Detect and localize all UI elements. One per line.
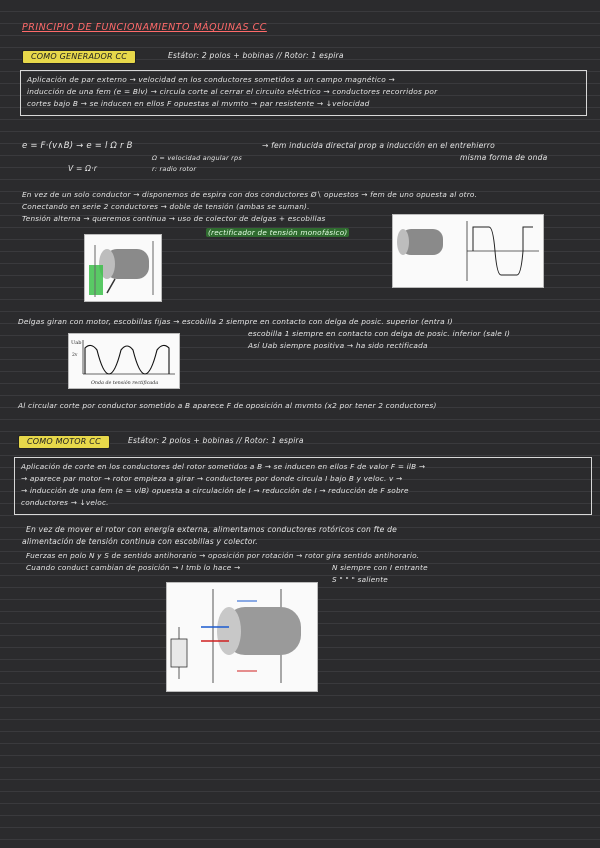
- motor-box-line: → aparece par motor → rotor empieza a girar → conductores por donde circula I bajo B y veloc. v →: [21, 474, 403, 483]
- wave-ylabel: Uab: [71, 340, 82, 346]
- wave-y2: 2v: [72, 353, 78, 358]
- page-title: PRINCIPIO DE FUNCIONAMIENTO MÁQUINAS CC: [22, 22, 267, 33]
- motor-box-line: Aplicación de corte en los conductores del rotor sometidos a B → se inducen en ellos F de valor F = ilB →: [21, 462, 426, 471]
- generator-box-line: Aplicación de par externo → velocidad en los conductores sometidos a un campo magnético →: [27, 75, 395, 84]
- delgas-line: Así Uab siempre positiva → ha sido rectificada: [248, 341, 428, 350]
- delgas-line: Delgas giran con motor, escobillas fijas → escobilla 2 siempre en contacto con delga de posic. superior (entra I): [18, 317, 453, 326]
- generator-box: [20, 70, 587, 116]
- generator-para-line: Tensión alterna → queremos continua → uso de colector de delgas + escobillas: [22, 214, 326, 223]
- rectified-wave-figure: [68, 333, 180, 389]
- fem-note: → fem inducida directal prop a inducción en el entrehierro: [262, 141, 495, 150]
- rectifier-label: [206, 227, 349, 239]
- force-line: Al circular corte por conductor sometido a B aparece F de oposición al mvmto (x2 por tener 2 conductores): [18, 401, 437, 410]
- generator-label: COMO GENERADOR CC: [22, 50, 136, 64]
- generator-box-line: cortes bajo B → se inducen en ellos F opuestas al mvmto → par resistente → ↓velocidad: [27, 99, 370, 108]
- fem-formula: e = F·(v∧B) → e = l Ω r B: [22, 141, 133, 151]
- motor-para-line: Fuerzas en polo N y S de sentido antihorario → oposición por rotación → rotor gira sentido antihorario.: [26, 551, 420, 560]
- velocity-note: V = Ω·r: [68, 164, 98, 173]
- generator-box-line: inducción de una fem (e = Blv) → circula corte al cerrar el circuito eléctrico → conductores recorridos por: [27, 87, 438, 96]
- pole-n-line: N siempre con I entrante: [332, 563, 428, 572]
- motor-figure: [166, 582, 318, 692]
- generator-rotor-figure: [84, 234, 162, 302]
- rectifier-highlight: (rectificador de tensión monofásico): [208, 228, 348, 237]
- radius-note: r: radio rotor: [152, 165, 197, 173]
- fem-note-2: misma forma de onda: [460, 153, 548, 162]
- wave-caption: Onda de tensión rectificada: [91, 381, 159, 386]
- motor-box-line: conductores → ↓veloc.: [21, 498, 109, 507]
- generator-para-line: En vez de un solo conductor → disponemos de espira con dos conductores Ø∖ opuestos → fem de uno opuesta al otro.: [22, 190, 478, 199]
- pole-s-line: S " " " saliente: [332, 575, 388, 584]
- motor-label: COMO MOTOR CC: [18, 435, 110, 449]
- omega-note: Ω = velocidad angular rps: [152, 154, 242, 162]
- motor-para-line: alimentación de tensión continua con escobillas y colector.: [22, 537, 258, 546]
- generator-stator-rotor: Estátor: 2 polos + bobinas // Rotor: 1 espira: [168, 51, 344, 60]
- motor-box-line: → inducción de una fem (e = vlB) opuesta a circulación de I → reducción de I → reducción de F sobre: [21, 486, 409, 495]
- motor-stator-rotor: Estátor: 2 polos + bobinas // Rotor: 1 espira: [128, 436, 304, 445]
- generator-para-line: Conectando en serie 2 conductores → doble de tensión (ambas se suman).: [22, 202, 310, 211]
- motor-para-line: Cuando conduct cambian de posición → I tmb lo hace →: [26, 563, 241, 572]
- delgas-line: escobilla 1 siempre en contacto con delga de posic. inferior (sale I): [248, 329, 511, 338]
- motor-box: [14, 457, 592, 515]
- motor-para-line: En vez de mover el rotor con energía externa, alimentamos conductores rotóricos con fte de: [26, 525, 398, 534]
- generator-waveform-figure: [392, 214, 544, 288]
